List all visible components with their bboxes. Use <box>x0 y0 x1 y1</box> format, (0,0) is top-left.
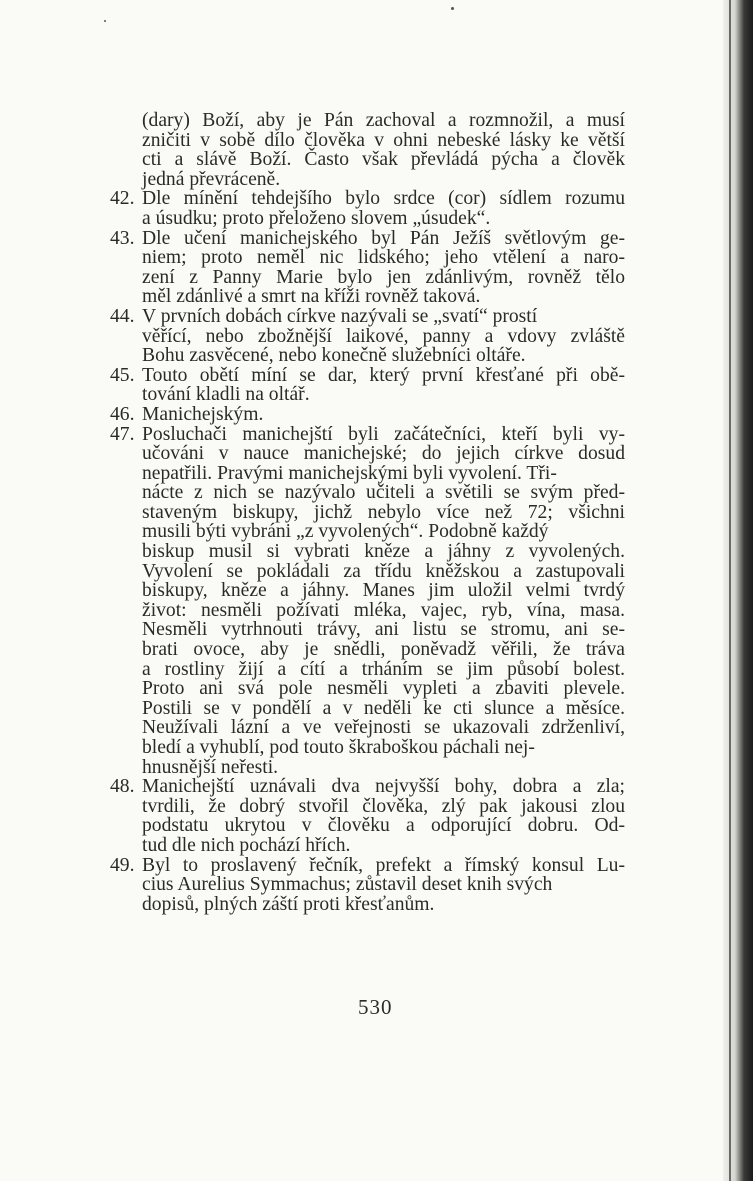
note-number: 42. <box>110 188 135 210</box>
note-number: 48. <box>110 776 135 798</box>
notes-list <box>110 189 625 914</box>
text-line: Neužívali lázní a ve veřejnosti se ukazovali zdrženliví, <box>142 717 625 739</box>
text-line: nepatřili. Pravými manichejskými byli vyvolení. Tři- <box>142 462 557 484</box>
page-edge-shadow <box>723 0 753 1181</box>
note-item <box>110 229 625 307</box>
text-line: staveným biskupy, jichž nebylo více než 72; všichni <box>142 501 625 523</box>
text-line: musili býti vybráni „z vyvolených“. Podobně každý <box>142 521 549 543</box>
text-line: život: nesměli požívati mléka, vajec, ryb, vína, masa. <box>142 599 625 621</box>
text-line: cius Aurelius Symmachus; zůstavil deset knih svých <box>142 874 553 896</box>
note-number: 45. <box>110 364 135 386</box>
endnotes-text <box>110 111 625 914</box>
text-line: bledí a vyhublí, pod touto škraboškou páchali nej- <box>142 737 535 758</box>
text-line: měl zdánlivé a smrt na kříži rovněž taková. <box>142 286 481 308</box>
text-line: Bohu zasvěcené, nebo konečně služebníci oltáře. <box>142 345 526 367</box>
text-line: věřící, nebo zbožnější laikové, panny a vdovy zvláště <box>142 325 625 347</box>
text-line: Dle mínění tehdejšího bylo srdce (cor) sídlem rozumu <box>142 188 625 210</box>
text-line: zení z Panny Marie bylo jen zdánlivým, rovněž tělo <box>142 266 625 288</box>
text-line: podstatu ukrytou v člověku a odporující dobru. Od- <box>142 815 625 837</box>
text-line: Posluchači manichejští byli začátečníci, kteří byli vy- <box>142 423 625 445</box>
text-line: Manichejským. <box>142 403 264 425</box>
note-number: 47. <box>110 423 135 445</box>
page-number: 530 <box>358 995 393 1019</box>
text-line: a úsudku; proto přeloženo slovem „úsudek“. <box>142 207 491 229</box>
note-item <box>110 189 625 228</box>
text-line: a rostliny žijí a cítí a trháním se jim působí bolest. <box>142 658 625 680</box>
text-line: niem; proto neměl nic lidského; jeho vtělení a naro- <box>142 247 625 269</box>
note-number: 44. <box>110 305 135 327</box>
text-line: zničiti v sobě dílo člověka v ohni nebeské lásky ke větší <box>142 129 625 151</box>
paper-speck <box>104 20 106 22</box>
text-line: cti a slávě Boží. Často však převládá pýcha a člověk <box>142 149 625 171</box>
note-number: 46. <box>110 403 135 425</box>
text-line: tud dle nich pochází hřích. <box>142 834 351 856</box>
text-line: učováni v nauce manichejské; do jejich církve dosud <box>142 443 625 465</box>
text-line: Postili se v pondělí a v neděli ke cti slunce a měsíce. <box>142 697 625 719</box>
note-item <box>110 366 625 405</box>
note-item <box>110 777 625 855</box>
text-line: Manichejští uznávali dva nejvyšší bohy, dobra a zla; <box>142 776 625 798</box>
text-line: nácte z nich se nazývalo učiteli a světili se svým před- <box>142 482 625 504</box>
text-line: hnusnější neřesti. <box>142 756 279 778</box>
text-line: Proto ani svá pole nesměli vypleti a zbaviti plevele. <box>142 678 625 700</box>
text-line: biskupy, kněze a jáhny. Manes jim uložil velmi tvrdý <box>142 580 625 602</box>
text-line: Dle učení manichejského byl Pán Ježíš světlovým ge- <box>142 227 625 249</box>
text-line: biskup musil si vybrati kněze a jáhny z vyvolených. <box>142 541 625 563</box>
note-item <box>110 425 625 778</box>
text-line: brati ovoce, aby je snědli, poněvadž věřili, že tráva <box>142 639 625 661</box>
text-line: V prvních dobách církve nazývali se „svatí“ prostí <box>142 305 538 327</box>
text-line: Nesměli vytrhnouti trávy, ani listu se stromu, ani se- <box>142 619 625 641</box>
text-line: tování kladli na oltář. <box>142 384 310 406</box>
text-line: dopisů, plných záští proti křesťanům. <box>142 893 435 915</box>
text-line: Byl to proslavený řečník, prefekt a římský konsul Lu- <box>142 854 625 876</box>
note-item <box>110 856 625 915</box>
paper-speck <box>451 7 454 10</box>
page-edge-line <box>729 0 731 1181</box>
note-item <box>110 405 625 425</box>
text-line: jedná převráceně. <box>142 168 281 190</box>
text-line: (dary) Boží, aby je Pán zachoval a rozmnožil, a musí <box>142 110 625 131</box>
text-line: Touto obětí míní se dar, který první křesťané při obě- <box>142 364 625 386</box>
text-line: tvrdili, že dobrý stvořil člověka, zlý pak jakousi zlou <box>142 795 625 817</box>
note-number: 43. <box>110 227 135 249</box>
note-number: 49. <box>110 854 135 876</box>
note-item <box>110 307 625 366</box>
continuation-paragraph <box>110 111 625 189</box>
text-line: Vyvolení se pokládali za třídu kněžskou a zastupovali <box>142 560 625 582</box>
